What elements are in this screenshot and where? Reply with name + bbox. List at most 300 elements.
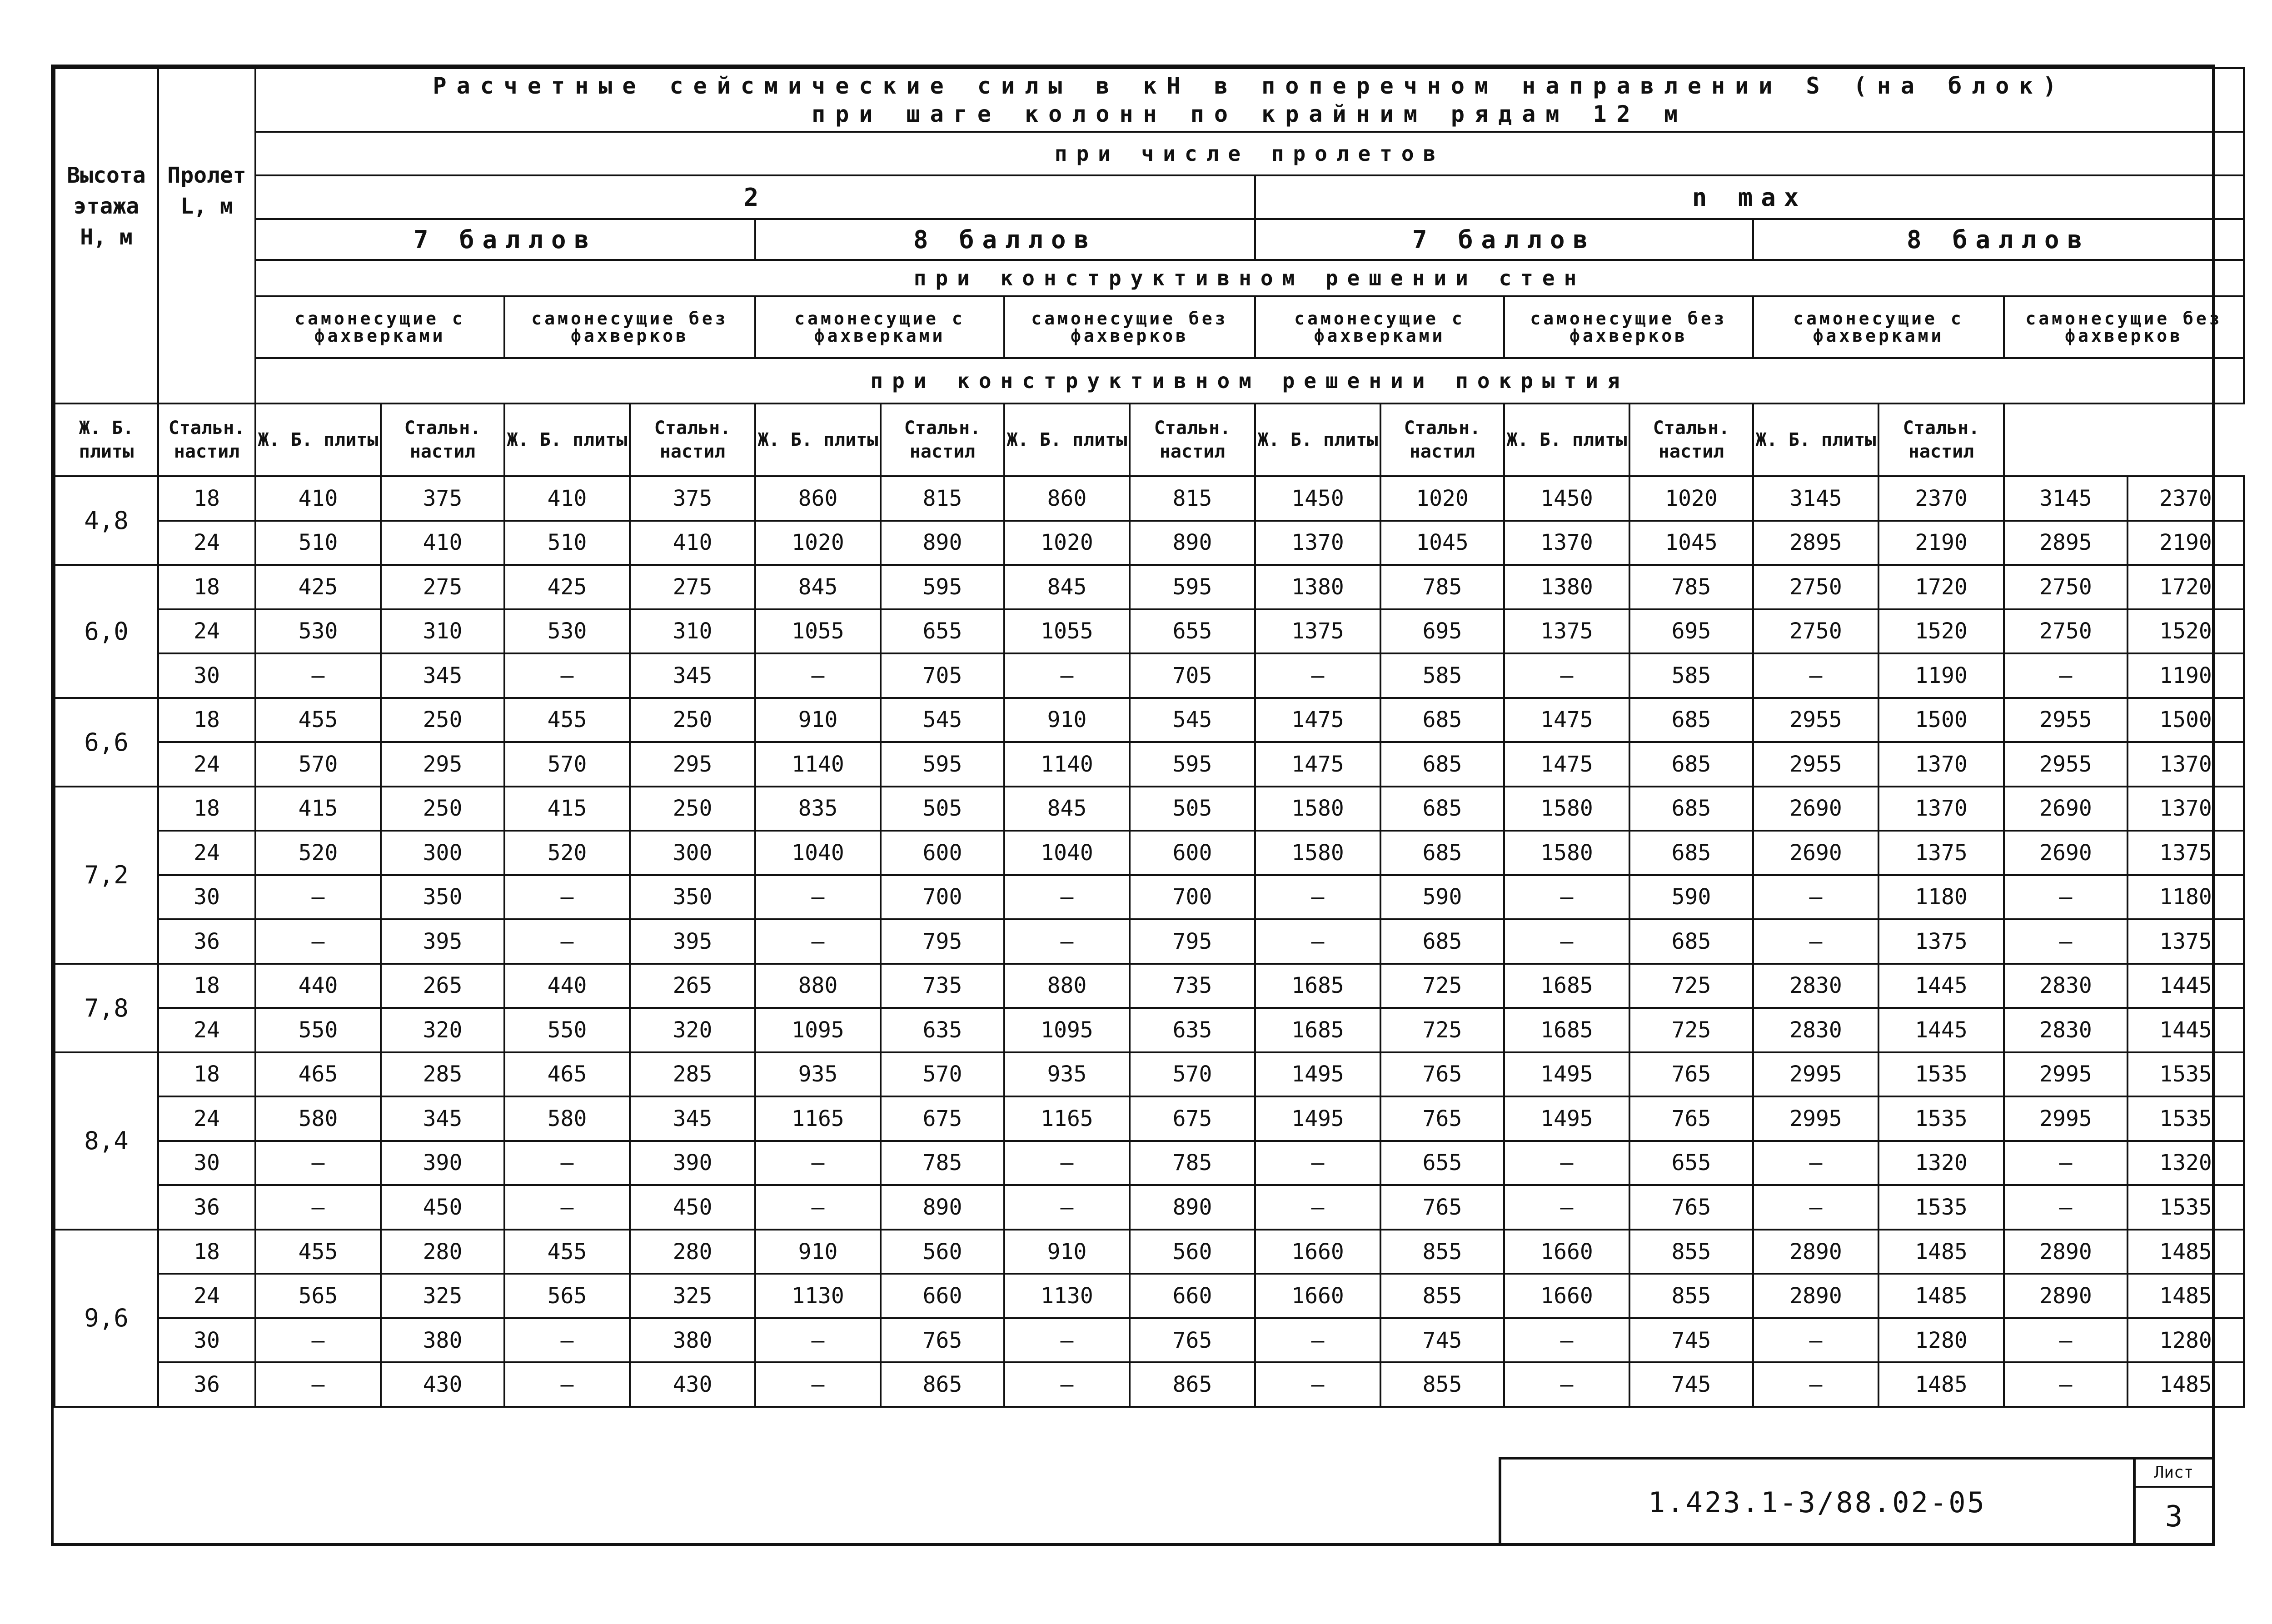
force-value: 1375 xyxy=(1540,618,1593,644)
span-cell: 24 xyxy=(158,1008,255,1052)
force-value-cell xyxy=(2004,609,2128,654)
force-value-cell xyxy=(1878,1185,2004,1230)
force-value-cell xyxy=(1878,1008,2004,1052)
force-value: 1500 xyxy=(1915,707,1968,733)
force-value: 455 xyxy=(298,1239,338,1265)
force-value: 1375 xyxy=(1291,618,1344,644)
force-value: 325 xyxy=(423,1283,463,1309)
document-code: 1.423.1-3/88.02-05 xyxy=(1648,1486,1986,1519)
force-value-cell xyxy=(1504,476,1629,521)
force-value-cell xyxy=(1629,1362,1753,1407)
force-value-cell xyxy=(2128,521,2244,565)
force-value-cell xyxy=(1255,1141,1380,1186)
force-value-cell xyxy=(255,1096,381,1141)
force-value: 345 xyxy=(673,1106,712,1131)
force-value-cell xyxy=(1380,1008,1504,1052)
force-value: 1660 xyxy=(1540,1239,1593,1265)
force-value-cell xyxy=(1878,787,2004,831)
force-value: 685 xyxy=(1671,796,1711,822)
force-value: 1370 xyxy=(1915,751,1968,777)
score-7-header: 7 баллов xyxy=(255,219,755,260)
force-value: 600 xyxy=(1172,840,1212,866)
force-value-cell xyxy=(255,787,381,831)
force-value-cell xyxy=(881,565,1004,609)
force-value-cell xyxy=(2004,476,2128,521)
force-value: 1020 xyxy=(792,530,844,556)
force-value: 765 xyxy=(1671,1195,1711,1220)
force-value: 2890 xyxy=(2039,1239,2092,1265)
force-value-cell xyxy=(881,875,1004,920)
force-value: 1190 xyxy=(2159,663,2212,688)
force-value-cell xyxy=(1380,609,1504,654)
force-value-cell xyxy=(2128,787,2244,831)
force-value: 320 xyxy=(423,1017,463,1043)
force-value: 375 xyxy=(673,485,712,511)
force-value: 1375 xyxy=(1915,840,1968,866)
force-value-cell xyxy=(1629,521,1753,565)
force-value-cell xyxy=(2004,787,2128,831)
force-value-cell xyxy=(630,609,755,654)
force-value: 725 xyxy=(1671,973,1711,999)
force-value-cell xyxy=(1629,1008,1753,1052)
force-value-cell xyxy=(255,476,381,521)
force-value-cell xyxy=(2004,1318,2128,1363)
force-value-cell xyxy=(1004,1052,1130,1097)
force-value: 890 xyxy=(1172,530,1212,556)
force-value-cell xyxy=(2004,1052,2128,1097)
force-value: 410 xyxy=(298,485,338,511)
force-value: 250 xyxy=(673,796,712,822)
force-value: 310 xyxy=(423,618,463,644)
force-value: 1375 xyxy=(1915,928,1968,954)
force-value-cell xyxy=(381,964,504,1008)
force-value-cell xyxy=(1504,1141,1629,1186)
cover-steel-deck-header: Стальн. настил xyxy=(630,404,755,476)
force-value-cell xyxy=(1380,919,1504,964)
force-value-cell xyxy=(1380,1141,1504,1186)
force-value: 860 xyxy=(1047,485,1087,511)
force-value-cell xyxy=(1629,1185,1753,1230)
force-value-cell xyxy=(630,1318,755,1363)
force-value: 2190 xyxy=(2159,530,2212,556)
force-value: 1165 xyxy=(1041,1106,1093,1131)
force-value: 2995 xyxy=(2039,1061,2092,1087)
force-value: 390 xyxy=(423,1150,463,1176)
force-value-cell xyxy=(1504,875,1629,920)
force-value: 795 xyxy=(922,928,962,954)
force-value-cell xyxy=(2128,742,2244,787)
force-value-cell xyxy=(1753,1274,1878,1318)
force-value-cell xyxy=(1255,875,1380,920)
force-value: 505 xyxy=(1172,796,1212,822)
force-value-cell xyxy=(2128,698,2244,742)
force-value-cell xyxy=(1878,521,2004,565)
force-value-cell xyxy=(1255,1274,1380,1318)
force-value: 1445 xyxy=(2159,1017,2212,1043)
no-value-dash: — xyxy=(1060,928,1074,954)
cover-rc-slab-header: Ж. Б. плиты xyxy=(1004,404,1130,476)
force-value: 545 xyxy=(1172,707,1212,733)
no-value-dash: — xyxy=(1809,1372,1823,1398)
no-value-dash: — xyxy=(560,884,574,910)
force-value-cell xyxy=(1130,1362,1255,1407)
force-value: 440 xyxy=(547,973,587,999)
force-value-cell xyxy=(630,1230,755,1274)
force-value-cell xyxy=(1004,964,1130,1008)
force-value-cell xyxy=(381,1318,504,1363)
table-row xyxy=(55,565,2244,609)
no-value-dash: — xyxy=(1809,1150,1823,1176)
force-value-cell xyxy=(1004,653,1130,698)
table-row xyxy=(55,1362,2244,1407)
force-value-cell xyxy=(1255,1185,1380,1230)
force-value-cell xyxy=(2128,653,2244,698)
force-value-cell xyxy=(881,742,1004,787)
force-value: 1685 xyxy=(1540,1017,1593,1043)
force-value-cell xyxy=(2004,1008,2128,1052)
force-value-cell xyxy=(1130,1185,1255,1230)
force-value-cell xyxy=(1130,1008,1255,1052)
force-value: 725 xyxy=(1422,1017,1462,1043)
force-value: 250 xyxy=(423,796,463,822)
force-value-cell xyxy=(255,1362,381,1407)
table-row xyxy=(55,653,2244,698)
force-value: 2370 xyxy=(2159,485,2212,511)
force-value-cell xyxy=(1130,476,1255,521)
wall-with-framing-header: самонесущие с фахверками xyxy=(1255,296,1504,358)
force-value: 1485 xyxy=(2159,1372,2212,1398)
force-value: 595 xyxy=(1172,574,1212,600)
floor-height-cell: 8,4 xyxy=(55,1052,158,1230)
force-value: 1190 xyxy=(1915,663,1968,688)
force-value-cell xyxy=(1380,1362,1504,1407)
wall-with-framing-header: самонесущие с фахверками xyxy=(1753,296,2004,358)
force-value: 2690 xyxy=(1789,840,1842,866)
force-value: 1370 xyxy=(1915,796,1968,822)
force-value: 1535 xyxy=(2159,1195,2212,1220)
table-row xyxy=(55,1096,2244,1141)
force-value-cell xyxy=(381,831,504,875)
force-value-cell xyxy=(1629,831,1753,875)
force-value: 695 xyxy=(1671,618,1711,644)
force-value: 2890 xyxy=(2039,1283,2092,1309)
force-value-cell xyxy=(755,1052,881,1097)
force-value: 1280 xyxy=(2159,1327,2212,1353)
force-value-cell xyxy=(630,919,755,964)
force-value-cell xyxy=(381,1230,504,1274)
force-value: 890 xyxy=(922,530,962,556)
force-value-cell xyxy=(2004,1096,2128,1141)
force-value: 855 xyxy=(1671,1283,1711,1309)
table-row xyxy=(55,919,2244,964)
force-value-cell xyxy=(1255,919,1380,964)
force-value: 415 xyxy=(547,796,587,822)
force-value-cell xyxy=(881,964,1004,1008)
force-value-cell xyxy=(381,1008,504,1052)
force-value: 1380 xyxy=(1540,574,1593,600)
force-value: 300 xyxy=(673,840,712,866)
force-value-cell xyxy=(2004,1141,2128,1186)
roof-header: при конструктивном решении покрытия xyxy=(255,358,2244,404)
force-value-cell xyxy=(630,831,755,875)
force-value-cell xyxy=(1255,653,1380,698)
force-value-cell xyxy=(1629,653,1753,698)
force-value-cell xyxy=(255,919,381,964)
no-value-dash: — xyxy=(811,928,825,954)
force-value: 595 xyxy=(922,574,962,600)
force-value: 865 xyxy=(922,1372,962,1398)
force-value: 510 xyxy=(547,530,587,556)
force-value-cell xyxy=(1255,565,1380,609)
force-value-cell xyxy=(1504,742,1629,787)
force-value-cell xyxy=(630,964,755,1008)
no-value-dash: — xyxy=(1060,1327,1074,1353)
force-value-cell xyxy=(1629,742,1753,787)
force-value-cell xyxy=(1004,742,1130,787)
force-value-cell xyxy=(255,1274,381,1318)
force-value-cell xyxy=(1753,1362,1878,1407)
force-value: 2830 xyxy=(1789,973,1842,999)
force-value-cell xyxy=(381,609,504,654)
force-value: 1020 xyxy=(1041,530,1093,556)
force-value-cell xyxy=(255,565,381,609)
force-value: 2995 xyxy=(2039,1106,2092,1131)
force-value-cell xyxy=(755,521,881,565)
force-value: 765 xyxy=(1422,1195,1462,1220)
force-value-cell xyxy=(1878,1096,2004,1141)
cover-steel-deck-header: Стальн. настил xyxy=(1130,404,1255,476)
force-value-cell xyxy=(881,653,1004,698)
force-value-cell xyxy=(1753,787,1878,831)
force-value-cell xyxy=(381,1096,504,1141)
span-cell: 18 xyxy=(158,1230,255,1274)
force-value: 560 xyxy=(922,1239,962,1265)
force-value-cell xyxy=(381,742,504,787)
force-value-cell xyxy=(881,1318,1004,1363)
force-value-cell xyxy=(381,1274,504,1318)
force-value: 685 xyxy=(1671,707,1711,733)
force-value-cell xyxy=(2004,964,2128,1008)
force-value-cell xyxy=(2004,1185,2128,1230)
no-value-dash: — xyxy=(1311,1372,1325,1398)
force-value: 700 xyxy=(922,884,962,910)
force-value-cell xyxy=(1753,742,1878,787)
force-value-cell xyxy=(1380,1318,1504,1363)
force-value-cell xyxy=(881,1185,1004,1230)
force-value: 250 xyxy=(423,707,463,733)
force-value-cell xyxy=(1004,1141,1130,1186)
floor-height-cell: 7,2 xyxy=(55,787,158,964)
no-value-dash: — xyxy=(1560,1372,1574,1398)
force-value: 1500 xyxy=(2159,707,2212,733)
force-value-cell xyxy=(1753,1230,1878,1274)
force-value: 520 xyxy=(547,840,587,866)
force-value-cell xyxy=(630,875,755,920)
no-value-dash: — xyxy=(2059,928,2073,954)
force-value-cell xyxy=(1130,831,1255,875)
force-value: 280 xyxy=(673,1239,712,1265)
force-value-cell xyxy=(755,1362,881,1407)
force-value-cell xyxy=(881,1052,1004,1097)
cover-rc-slab-header: Ж. Б. плиты xyxy=(255,404,381,476)
force-value-cell xyxy=(2128,609,2244,654)
no-value-dash: — xyxy=(1560,884,1574,910)
force-value: 880 xyxy=(1047,973,1087,999)
force-value-cell xyxy=(1504,919,1629,964)
force-value-cell xyxy=(381,565,504,609)
force-value-cell xyxy=(381,1141,504,1186)
force-value-cell xyxy=(755,1230,881,1274)
table-row xyxy=(55,1052,2244,1097)
force-value-cell xyxy=(755,742,881,787)
force-value-cell xyxy=(755,653,881,698)
force-value-cell xyxy=(1004,787,1130,831)
force-value: 1020 xyxy=(1665,485,1718,511)
force-value-cell xyxy=(1380,831,1504,875)
force-value: 410 xyxy=(547,485,587,511)
force-value-cell xyxy=(630,787,755,831)
force-value: 910 xyxy=(798,707,838,733)
force-value-cell xyxy=(504,1141,630,1186)
force-value-cell xyxy=(755,919,881,964)
force-value-cell xyxy=(1629,1096,1753,1141)
force-value: 455 xyxy=(547,1239,587,1265)
force-value: 685 xyxy=(1422,751,1462,777)
force-value: 505 xyxy=(922,796,962,822)
no-value-dash: — xyxy=(1311,663,1325,688)
force-value: 550 xyxy=(547,1017,587,1043)
force-value: 785 xyxy=(1422,574,1462,600)
force-value-cell xyxy=(381,653,504,698)
no-value-dash: — xyxy=(1560,1327,1574,1353)
force-value-cell xyxy=(504,698,630,742)
force-value-cell xyxy=(1504,1318,1629,1363)
force-value-cell xyxy=(630,1096,755,1141)
table-row xyxy=(55,875,2244,920)
force-value: 1370 xyxy=(2159,751,2212,777)
force-value-cell xyxy=(504,521,630,565)
score-8-header: 8 баллов xyxy=(1753,219,2244,260)
no-value-dash: — xyxy=(311,884,325,910)
force-value: 765 xyxy=(1172,1327,1212,1353)
force-value: 835 xyxy=(798,796,838,822)
force-value: 2830 xyxy=(2039,973,2092,999)
no-value-dash: — xyxy=(560,1372,574,1398)
force-value: 675 xyxy=(1172,1106,1212,1131)
no-value-dash: — xyxy=(1311,1195,1325,1220)
force-value-cell xyxy=(630,565,755,609)
force-value-cell xyxy=(1130,653,1255,698)
force-value: 415 xyxy=(298,796,338,822)
no-value-dash: — xyxy=(2059,1195,2073,1220)
no-value-dash: — xyxy=(311,1195,325,1220)
wall-with-framing-header: самонесущие с фахверками xyxy=(755,296,1004,358)
force-value-cell xyxy=(255,831,381,875)
force-value-cell xyxy=(504,1318,630,1363)
force-value: 2890 xyxy=(1789,1283,1842,1309)
cover-steel-deck-header: Стальн. настил xyxy=(381,404,504,476)
force-value: 1475 xyxy=(1291,707,1344,733)
force-value: 855 xyxy=(1422,1283,1462,1309)
floor-height-cell: 6,6 xyxy=(55,698,158,787)
force-value-cell xyxy=(1753,1141,1878,1186)
force-value-cell xyxy=(2128,1274,2244,1318)
force-value: 590 xyxy=(1422,884,1462,910)
force-value: 1580 xyxy=(1540,840,1593,866)
span-cell: 24 xyxy=(158,742,255,787)
force-value-cell xyxy=(1878,1141,2004,1186)
force-value-cell xyxy=(1255,1096,1380,1141)
sheet-box xyxy=(2133,1460,2212,1546)
span-cell: 30 xyxy=(158,875,255,920)
force-value-cell xyxy=(1255,964,1380,1008)
force-value-cell xyxy=(1504,565,1629,609)
force-value-cell xyxy=(255,1141,381,1186)
force-value: 910 xyxy=(1047,707,1087,733)
span-cell: 24 xyxy=(158,831,255,875)
force-value-cell xyxy=(881,1274,1004,1318)
table-row xyxy=(55,831,2244,875)
force-value: 1495 xyxy=(1291,1106,1344,1131)
force-value: 390 xyxy=(673,1150,712,1176)
force-value-cell xyxy=(504,1096,630,1141)
force-value: 845 xyxy=(1047,574,1087,600)
no-value-dash: — xyxy=(1060,663,1074,688)
force-value: 595 xyxy=(922,751,962,777)
force-value-cell xyxy=(630,521,755,565)
no-value-dash: — xyxy=(1311,884,1325,910)
force-value: 655 xyxy=(1671,1150,1711,1176)
force-value: 1320 xyxy=(2159,1150,2212,1176)
floor-height-cell: 6,0 xyxy=(55,565,158,698)
no-value-dash: — xyxy=(1311,928,1325,954)
force-value: 1165 xyxy=(792,1106,844,1131)
force-value-cell xyxy=(255,698,381,742)
force-value-cell xyxy=(1753,565,1878,609)
force-value: 3145 xyxy=(2039,485,2092,511)
cover-rc-slab-header: Ж. Б. плиты xyxy=(504,404,630,476)
force-value: 685 xyxy=(1422,707,1462,733)
force-value: 935 xyxy=(1047,1061,1087,1087)
force-value: 880 xyxy=(798,973,838,999)
force-value: 350 xyxy=(673,884,712,910)
force-value-cell xyxy=(1504,1185,1629,1230)
wall-without-framing-header: самонесущие без фахверков xyxy=(1504,296,1753,358)
cover-rc-slab-header: Ж. Б. плиты xyxy=(1753,404,1878,476)
force-value-cell xyxy=(1130,1141,1255,1186)
force-value: 2955 xyxy=(2039,751,2092,777)
force-value: 440 xyxy=(298,973,338,999)
no-value-dash: — xyxy=(311,1150,325,1176)
no-value-dash: — xyxy=(1060,884,1074,910)
force-value: 450 xyxy=(673,1195,712,1220)
force-value: 590 xyxy=(1671,884,1711,910)
force-value-cell xyxy=(2128,476,2244,521)
force-value: 2895 xyxy=(1789,530,1842,556)
force-value-cell xyxy=(630,698,755,742)
force-value-cell xyxy=(1878,1274,2004,1318)
title-line-2: при шаге колонн по крайним рядам 12 м xyxy=(812,101,1688,127)
force-value: 565 xyxy=(298,1283,338,1309)
force-value-cell xyxy=(2128,1185,2244,1230)
force-value-cell xyxy=(1255,831,1380,875)
force-value: 685 xyxy=(1671,840,1711,866)
force-value: 280 xyxy=(423,1239,463,1265)
no-value-dash: — xyxy=(1060,1372,1074,1398)
force-value-cell xyxy=(2128,1096,2244,1141)
force-value-cell xyxy=(1255,1362,1380,1407)
force-value-cell xyxy=(1878,1362,2004,1407)
